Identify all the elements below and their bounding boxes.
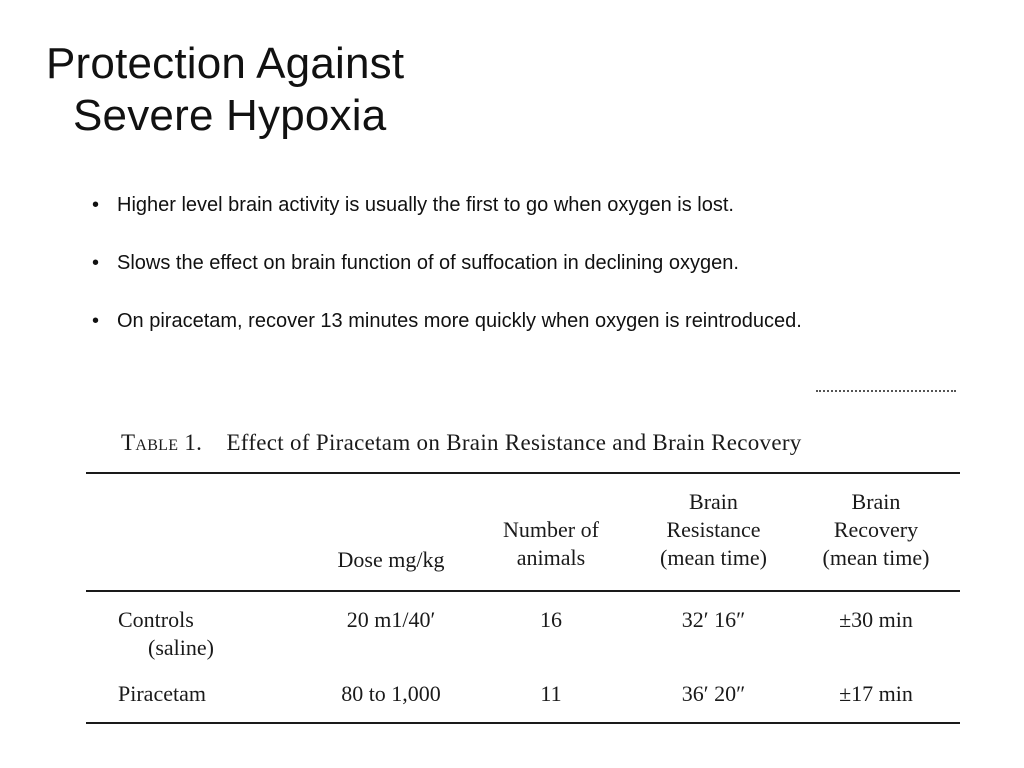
table-cell-dose: 80 to 1,000 xyxy=(341,681,441,706)
header-resistance-line: Brain xyxy=(689,489,738,514)
table-row-label xyxy=(118,680,206,708)
header-brain-recovery xyxy=(801,488,951,572)
bullet-item: • Higher level brain activity is usually the first to go when oxygen is lost. xyxy=(92,190,892,220)
header-dose-text: Dose mg/kg xyxy=(337,547,445,572)
table-row-label xyxy=(118,606,214,662)
table-caption-label: Table 1. xyxy=(121,430,203,455)
header-recovery-line: Recovery xyxy=(833,517,919,542)
table-cell-resistance: 32′ 16″ xyxy=(681,607,746,632)
bullet-item: • On piracetam, recover 13 minutes more quickly when oxygen is reintroduced. xyxy=(92,306,837,336)
header-recovery-line: Brain xyxy=(851,489,901,514)
slide-title-line-1: Protection Against xyxy=(46,39,405,88)
table-top-rule xyxy=(86,472,960,474)
table-cell-number: 11 xyxy=(540,681,562,706)
header-recovery-line: (mean time) xyxy=(822,545,930,570)
slide-title-line-2: Severe Hypoxia xyxy=(73,91,387,140)
slide-title xyxy=(46,38,404,142)
table-caption xyxy=(121,430,802,456)
scan-residue xyxy=(816,390,956,398)
header-resistance-line: (mean time) xyxy=(660,545,767,570)
table-bottom-rule xyxy=(86,722,960,724)
table-header-rule xyxy=(86,590,960,592)
table-caption-text: Effect of Piracetam on Brain Resistance and Brain Recovery xyxy=(226,430,802,455)
header-number-line: animals xyxy=(516,545,586,570)
header-brain-resistance xyxy=(641,488,786,572)
scanned-table xyxy=(86,416,960,736)
row-name-sub: (saline) xyxy=(148,635,214,660)
bullet-item: • Slows the effect on brain function of of suffocation in declining oxygen. xyxy=(92,248,817,278)
table-cell-dose: 20 m1/40′ xyxy=(346,607,436,632)
header-number-of-animals xyxy=(481,516,621,572)
bullet-list xyxy=(92,190,892,364)
header-number-line: Number of xyxy=(503,517,599,542)
row-name: Controls xyxy=(118,607,194,632)
table-cell-resistance: 36′ 20″ xyxy=(681,681,746,706)
header-dose xyxy=(311,546,471,574)
table-cell-recovery: ±17 min xyxy=(839,681,913,706)
table-cell-recovery: ±30 min xyxy=(839,607,913,632)
table-cell-number: 16 xyxy=(540,607,562,632)
row-name: Piracetam xyxy=(118,681,206,706)
header-resistance-line: Resistance xyxy=(666,517,761,542)
